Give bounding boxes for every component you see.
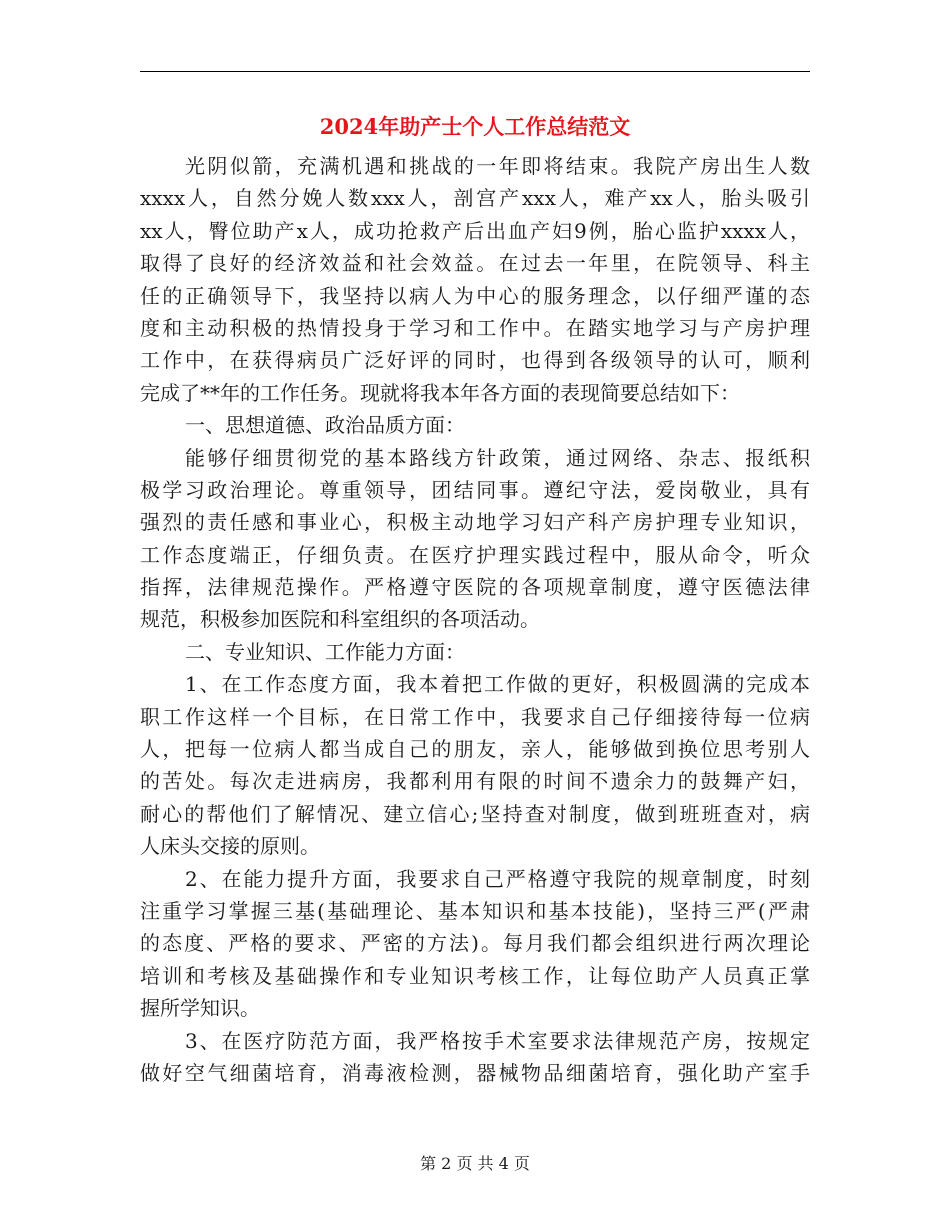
page-footer: 第 2 页 共 4 页 (420, 1154, 530, 1173)
text-line: 极学习政治理论。尊重领导，团结同事。遵纪守法，爱岗敬业，具有 (140, 477, 810, 502)
text-line: 握所学知识。 (140, 996, 260, 1021)
text-line: 注重学习掌握三基(基础理论、基本知识和基本技能)，坚持三严(严肃 (140, 898, 810, 923)
text-line: 2、在能力提升方面，我要求自己严格遵守我院的规章制度，时刻 (185, 866, 810, 891)
text-line: 人床头交接的原则。 (140, 834, 320, 859)
text-line: 工作态度端正，仔细负责。在医疗护理实践过程中，服从命令，听众 (140, 542, 810, 567)
text-line: 职工作这样一个目标，在日常工作中，我要求自己仔细接待每一位病 (140, 704, 810, 729)
text-line: xxxx人，自然分娩人数xxx人，剖宫产xxx人，难产xx人，胎头吸引 (140, 186, 810, 211)
text-line: xx人，臀位助产x人，成功抢救产后出血产妇9例，胎心监护xxxx人， (140, 218, 810, 243)
text-line: 培训和考核及基础操作和专业知识考核工作，让每位助产人员真正掌 (140, 963, 810, 988)
text-line: 强烈的责任感和事业心，积极主动地学习妇产科产房护理专业知识， (140, 510, 810, 535)
text-line: 指挥，法律规范操作。严格遵守医院的各项规章制度，遵守医德法律 (140, 575, 810, 600)
text-line: 取得了良好的经济效益和社会效益。在过去一年里，在院领导、科主 (140, 251, 810, 276)
text-line: 一、思想道德、政治品质方面： (185, 413, 465, 438)
text-line: 度和主动积极的热情投身于学习和工作中。在踏实地学习与产房护理 (140, 315, 810, 340)
text-line: 3、在医疗防范方面，我严格按手术室要求法律规范产房，按规定 (185, 1028, 810, 1053)
text-line: 完成了**年的工作任务。现就将我本年各方面的表现简要总结如下： (140, 380, 740, 405)
text-line: 二、专业知识、工作能力方面： (185, 639, 465, 664)
document-title: 2024年助产士个人工作总结范文 (319, 114, 631, 139)
header-rule (140, 71, 810, 72)
document-body (140, 150, 810, 1089)
text-line: 规范，积极参加医院和科室组织的各项活动。 (140, 607, 540, 632)
text-line: 人，把每一位病人都当成自己的朋友，亲人，能够做到换位思考别人 (140, 737, 810, 762)
text-line: 能够仔细贯彻党的基本路线方针政策，通过网络、杂志、报纸积 (185, 445, 810, 470)
text-line: 耐心的帮他们了解情况、建立信心;坚持查对制度，做到班班查对，病 (140, 801, 810, 826)
text-line: 的态度、严格的要求、严密的方法)。每月我们都会组织进行两次理论 (140, 931, 810, 956)
text-line: 光阴似箭，充满机遇和挑战的一年即将结束。我院产房出生人数 (185, 154, 810, 178)
text-line: 任的正确领导下，我坚持以病人为中心的服务理念，以仔细严谨的态 (140, 283, 810, 308)
text-line: 做好空气细菌培育，消毒液检测，器械物品细菌培育，强化助产室手 (140, 1060, 810, 1085)
text-line: 的苦处。每次走进病房，我都利用有限的时间不遗余力的鼓舞产妇， (140, 769, 810, 794)
text-line: 1、在工作态度方面，我本着把工作做的更好，积极圆满的完成本 (185, 672, 810, 697)
text-line: 工作中，在获得病员广泛好评的同时，也得到各级领导的认可，顺利 (140, 348, 810, 373)
